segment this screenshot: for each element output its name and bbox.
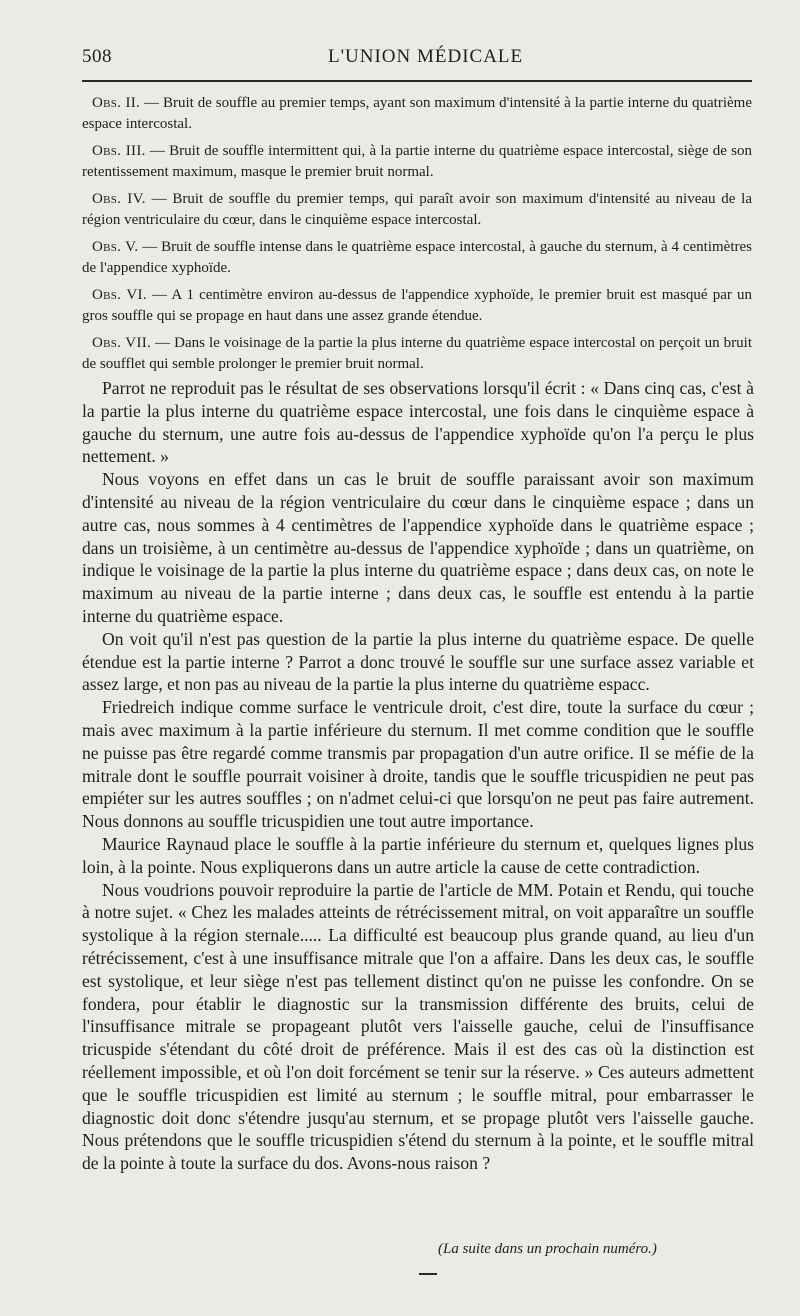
observation-label: Obs. VI. bbox=[92, 287, 147, 303]
paragraph: On voit qu'il n'est pas question de la partie la plus interne du quatrième espace. De quelle étendue est la partie interne ? Parrot a donc trouvé le souffle sur une surface assez variable et assez large, et non pas au niveau de la partie la plus interne du quatrième espacc. bbox=[82, 628, 754, 695]
observation-text: — Bruit de souffle intermittent qui, à la partie interne du quatrième espace intercostal, siège de son retentissement maximum, masque le premier bruit normal. bbox=[82, 143, 752, 180]
paragraph: Nous voyons en effet dans un cas le bruit de souffle paraissant avoir son maximum d'intensité au niveau de la région ventriculaire du cœur dans le cinquième espace ; dans un autre cas, nous sommes à 4 centimètres de l'appendice xyphoïde dans le quatrième espace ; dans un troisième, à un centimètre au-dessus de l'appendice xyphoïde ; dans un quatrième, on indique le voisinage de la partie la plus interne du quatrième espace ; dans deux cas, on note le maximum au niveau de la partie interne ; dans deux cas, le souffle est entendu à la partie interne du quatrième espace. bbox=[82, 469, 754, 626]
observation-text: — A 1 centimètre environ au-dessus de l'appendice xyphoïde, le premier bruit est masqué par un gros souffle qui se propage en haut dans une assez grande étendue. bbox=[82, 287, 753, 324]
paragraph: Friedreich indique comme surface le ventricule droit, c'est dire, toute la surface du cœur ; mais avec maximum à la partie inférieure du sternum. Il met comme condition que le souffle ne puisse pas être regardé comme transmis par propagation d'un autre orifice. Il se méfie de la mitrale dont le souffle pourrait voisiner à droite, tandis que le souffle tricuspidien ne peut pas empiéter sur les autres souffles ; on n'admet celui-ci que lorsqu'on ne peut pas faire autrement. Nous donnons au souffle tricuspidien une tout autre importance. bbox=[82, 697, 754, 832]
observation-item bbox=[82, 333, 752, 374]
observation-text: — Bruit de souffle intense dans le quatrième espace intercostal, à gauche du sternum, à 4 centimètres de l'appendice xyphoïde. bbox=[82, 239, 752, 276]
continuation-note: (La suite dans un prochain numéro.) bbox=[438, 1241, 657, 1257]
observation-label: Obs. V. bbox=[92, 239, 139, 255]
observation-item bbox=[82, 189, 752, 230]
article-body bbox=[82, 377, 754, 1175]
running-title: L'UNION MÉDICALE bbox=[328, 46, 524, 67]
observation-item bbox=[82, 285, 752, 326]
page-number: 508 bbox=[82, 46, 112, 67]
observation-label: Obs. IV. bbox=[92, 191, 146, 207]
observation-item bbox=[82, 141, 752, 182]
page-header bbox=[82, 46, 752, 74]
end-rule bbox=[419, 1273, 437, 1275]
header-rule bbox=[82, 80, 752, 82]
observation-item bbox=[82, 93, 752, 134]
observation-text: — Bruit de souffle du premier temps, qui paraît avoir son maximum d'intensité au niveau de la région ventriculaire du cœur, dans le cinquième espace intercostal. bbox=[82, 191, 752, 228]
observation-label: Obs. II. bbox=[92, 95, 141, 111]
observation-label: Obs. VII. bbox=[92, 335, 152, 351]
paragraph: Nous voudrions pouvoir reproduire la partie de l'article de MM. Potain et Rendu, qui touche à notre sujet. « Chez les malades atteints de rétrécissement mitral, on voit apparaître un souffle systolique à la région sternale..... La difficulté est beaucoup plus grande quand, au lieu d'un rétrécissement, c'est à une insuffisance mitrale que l'on a affaire. Dans les deux cas, le souffle est systolique, et leur siège n'est pas tellement distinct qu'on ne puisse les confondre. On se fondera, pour établir le diagnostic sur la transmission différente des bruits, celui de l'insuffisance mitrale se propageant plutôt vers l'aisselle gauche, celui de l'insuffisance tricuspide s'étendant du côté droit de préférence. Mais il est des cas où la distinction est réellement impossible, et où l'on doit forcément se tenir sur la réserve. » Ces auteurs admettent que le souffle tricuspidien est limité au sternum ; le souffle mitral, pour embarrasser le diagnostic doit donc s'étendre jusqu'au sternum, et se propage plutôt vers l'aisselle gauche. Nous prétendons que le souffle tricuspidien s'étend du sternum à la pointe, et le souffle mitral de la pointe à toute la surface du dos. Avons-nous raison ? bbox=[82, 879, 754, 1174]
paragraph: Parrot ne reproduit pas le résultat de ses observations lorsqu'il écrit : « Dans cinq cas, c'est à la partie la plus interne du quatrième espace intercostal, une fois dans le cinquième espace à gauche du sternum, une autre fois au-dessus de l'appendice xyphoïde qu'on l'a perçu le plus nettement. » bbox=[82, 378, 754, 467]
observation-item bbox=[82, 237, 752, 278]
paragraph: Maurice Raynaud place le souffle à la partie inférieure du sternum et, quelques lignes plus loin, à la pointe. Nous expliquerons dans un autre article la cause de cette contradiction. bbox=[82, 833, 754, 877]
observation-label: Obs. III. bbox=[92, 143, 146, 159]
observation-text: — Dans le voisinage de la partie la plus interne du quatrième espace intercostal on perçoit un bruit de soufflet qui semble prolonger le premier bruit normal. bbox=[82, 335, 752, 372]
observation-text: — Bruit de souffle au premier temps, ayant son maximum d'intensité à la partie interne du quatrième espace intercostal. bbox=[82, 95, 752, 132]
observations-list bbox=[82, 93, 752, 381]
